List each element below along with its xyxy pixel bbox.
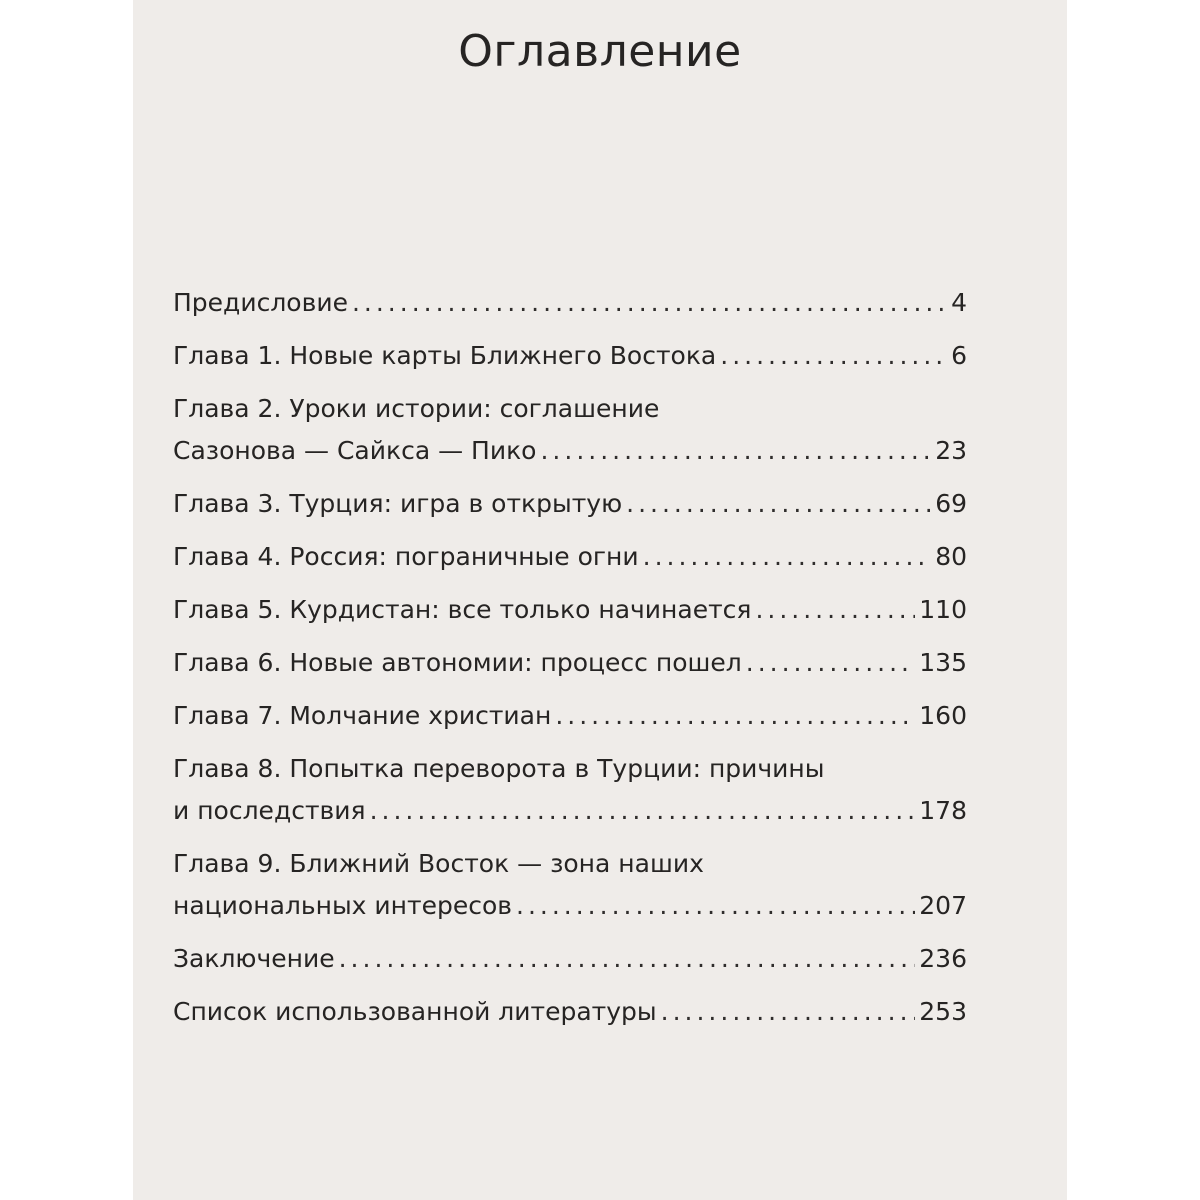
toc-entry-label: Глава 9. Ближний Восток — зона наших [173, 849, 704, 878]
toc-entry-chapter-4 [173, 534, 967, 579]
leader-dots [339, 936, 916, 981]
toc-entry-conclusion [173, 936, 967, 981]
toc-entry-label-continued: Сазонова — Сайкса — Пико [173, 436, 537, 465]
toc-page-number: 236 [919, 944, 967, 973]
page-title: Оглавление [458, 26, 742, 77]
toc-entry-label: Глава 4. Россия: пограничные огни [173, 542, 639, 571]
toc-entry-label: Глава 5. Курдистан: все только начинается [173, 595, 752, 624]
toc-entry-chapter-6 [173, 640, 967, 685]
toc-page-number: 178 [919, 796, 967, 825]
toc-entry-label: Глава 8. Попытка переворота в Турции: причины [173, 754, 825, 783]
toc-page-number: 110 [919, 595, 967, 624]
leader-dots [661, 989, 916, 1034]
toc-entry-preface [173, 280, 967, 325]
toc-entry-label: Заключение [173, 944, 335, 973]
leader-dots [370, 788, 916, 833]
toc-entry-label: Глава 3. Турция: игра в открытую [173, 489, 623, 518]
toc-page-number: 23 [935, 436, 967, 465]
leader-dots [755, 587, 915, 632]
leader-dots [626, 481, 931, 526]
toc-entry-label: Глава 1. Новые карты Ближнего Востока [173, 341, 717, 370]
toc-entry-chapter-7 [173, 693, 967, 738]
toc-entry-chapter-3 [173, 481, 967, 526]
toc-entry-chapter-9 [173, 841, 967, 928]
toc-page-number: 253 [919, 997, 967, 1026]
toc-entry-label: Список использованной литературы [173, 997, 657, 1026]
leader-dots [720, 333, 947, 378]
leader-dots [352, 280, 947, 325]
toc-page-number: 69 [935, 489, 967, 518]
toc-entry-label-continued: национальных интересов [173, 891, 512, 920]
toc-entry-label: Глава 6. Новые автономии: процесс пошел [173, 648, 742, 677]
leader-dots [555, 693, 915, 738]
toc-entry-label: Предисловие [173, 288, 348, 317]
toc-entry-label: Глава 7. Молчание христиан [173, 701, 552, 730]
toc-page-number: 135 [919, 648, 967, 677]
toc-entry-label-continued: и последствия [173, 796, 366, 825]
toc-entry-bibliography [173, 989, 967, 1034]
toc-page-number: 4 [951, 288, 967, 317]
leader-dots [516, 883, 915, 928]
toc-page-number: 6 [951, 341, 967, 370]
leader-dots [746, 640, 916, 685]
toc-page-number: 207 [919, 891, 967, 920]
toc-entry-label: Глава 2. Уроки истории: соглашение [173, 394, 660, 423]
toc-entry-chapter-8 [173, 746, 967, 833]
toc-entry-chapter-1 [173, 333, 967, 378]
toc-entry-chapter-5 [173, 587, 967, 632]
leader-dots [540, 428, 931, 473]
toc-page-number: 80 [935, 542, 967, 571]
table-of-contents [173, 280, 967, 1042]
book-page [133, 0, 1067, 1200]
toc-entry-chapter-2 [173, 386, 967, 473]
toc-page-number: 160 [919, 701, 967, 730]
leader-dots [643, 534, 932, 579]
